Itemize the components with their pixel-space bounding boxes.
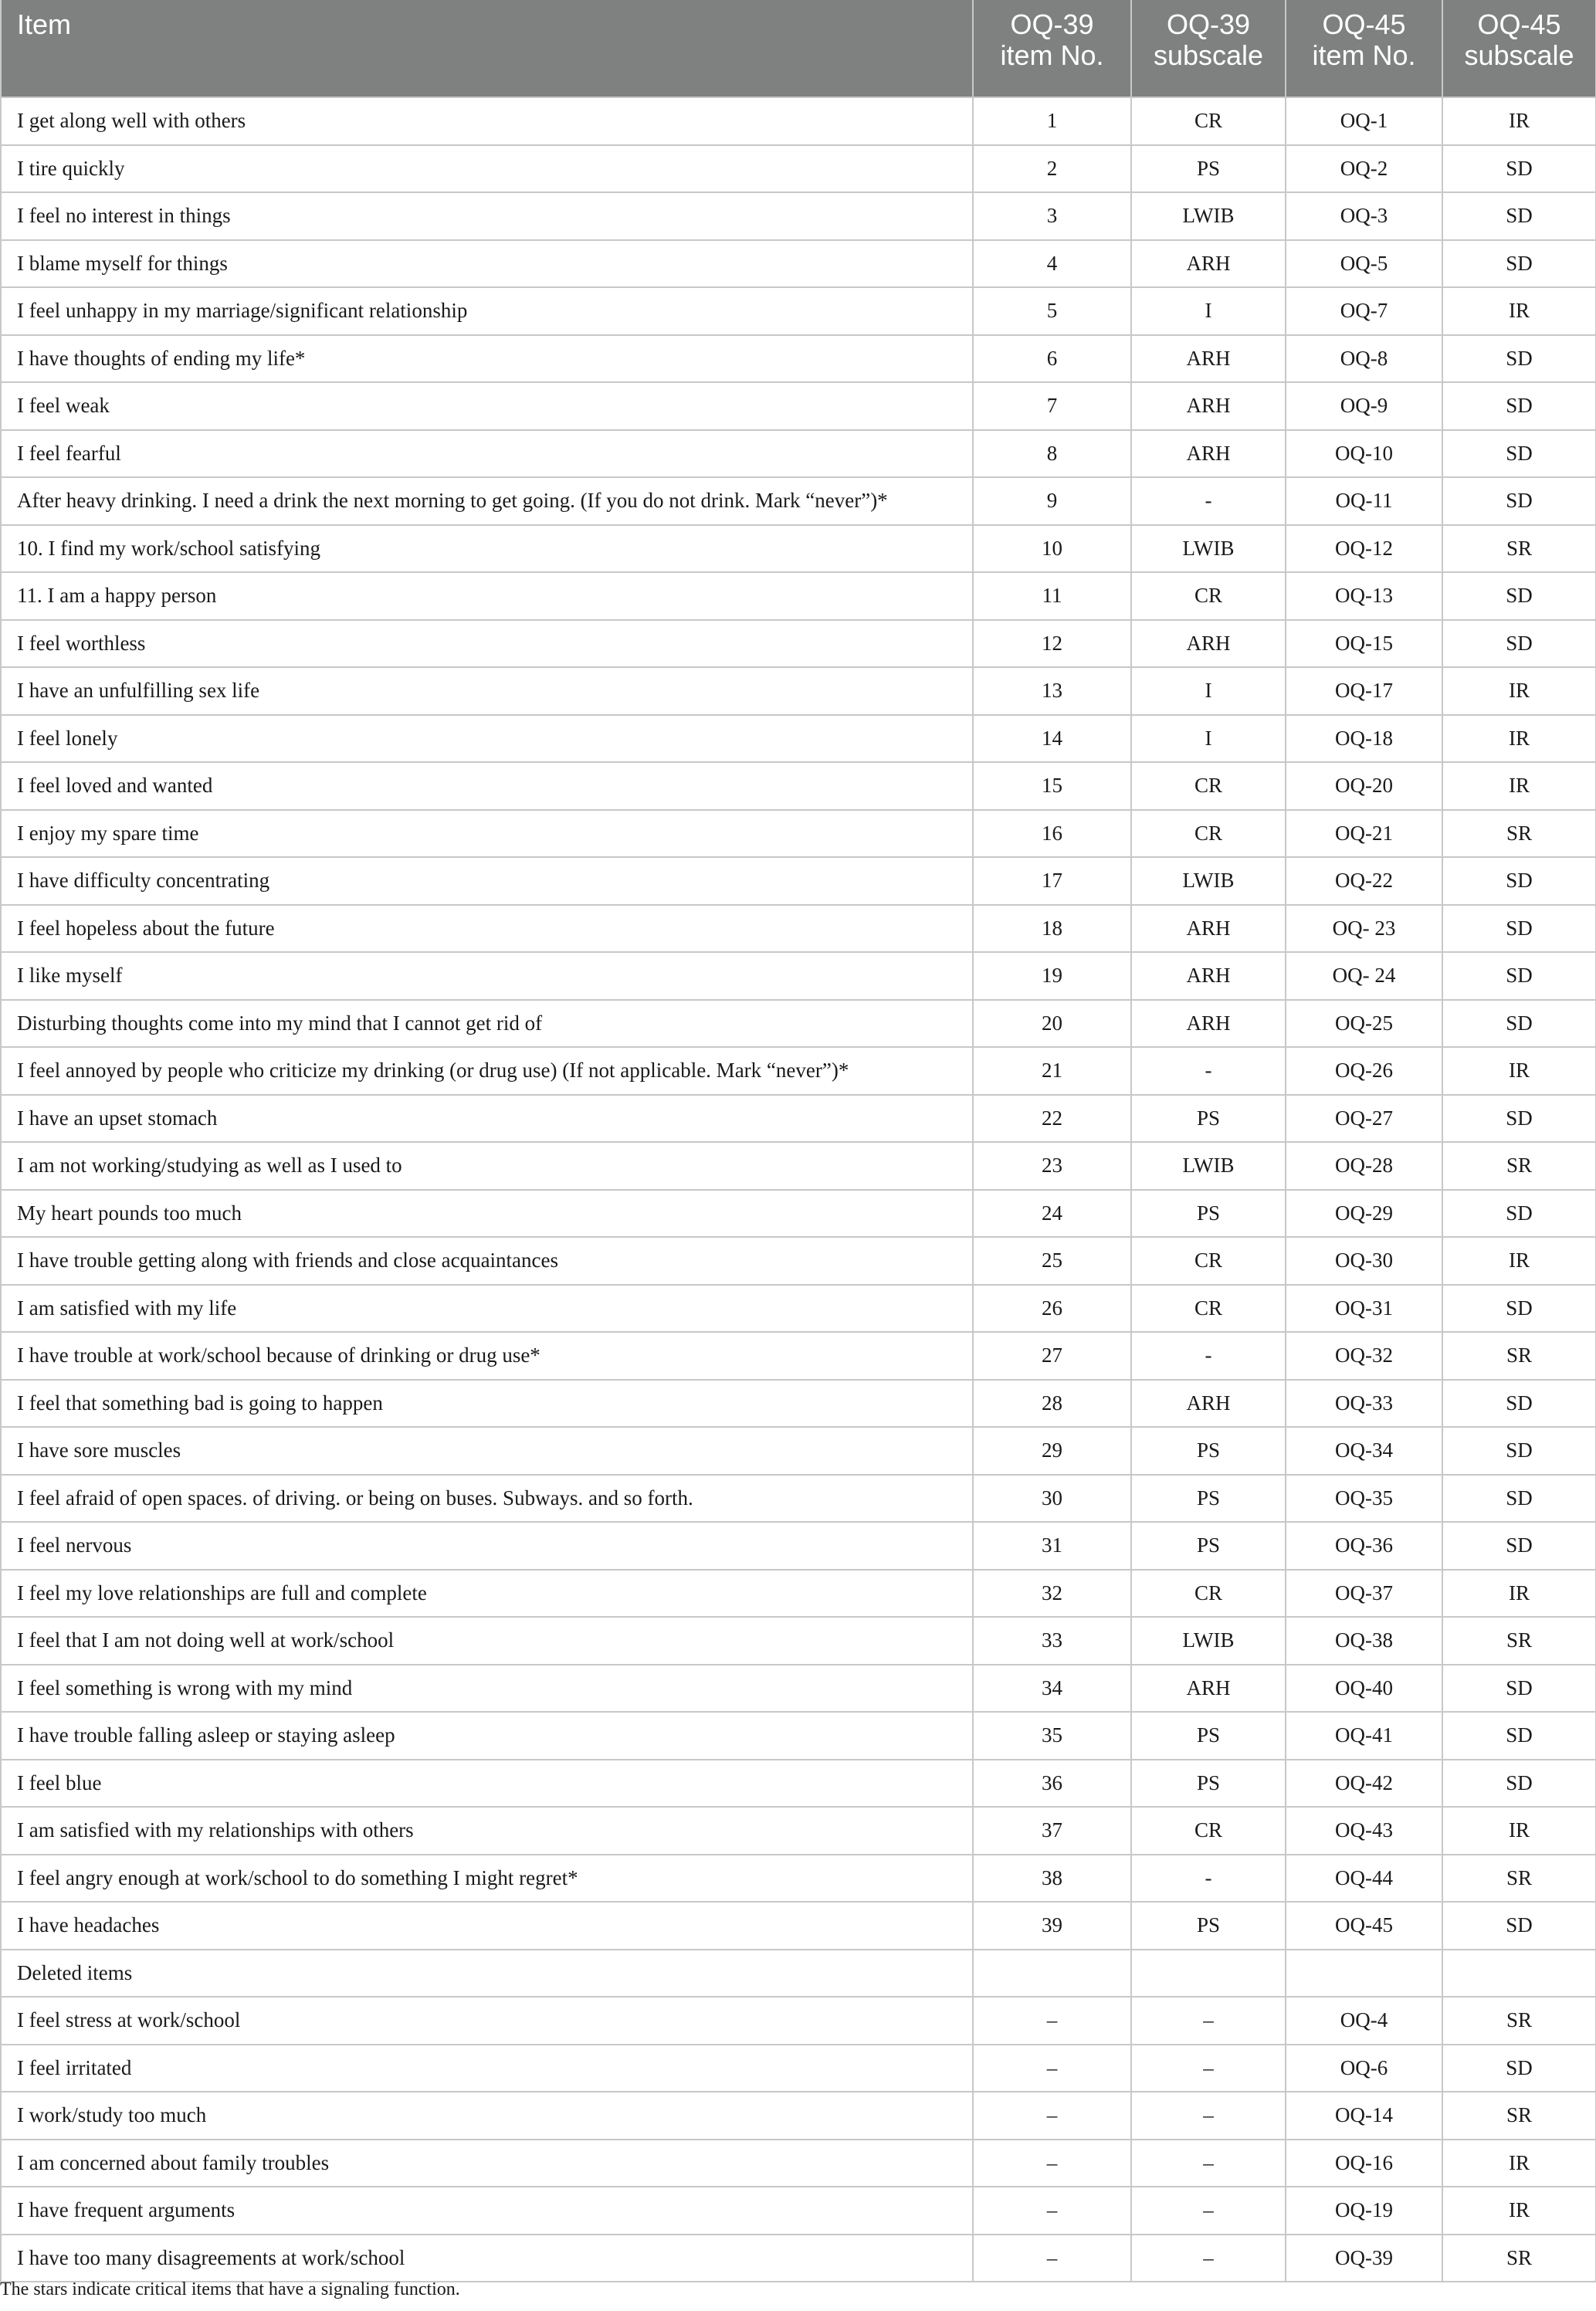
oq39-subscale: ARH: [1131, 1000, 1286, 1048]
item-text: I feel irritated: [1, 2045, 973, 2092]
item-text: I feel that something bad is going to happen: [1, 1380, 973, 1428]
oq39-item-no: 34: [973, 1665, 1131, 1713]
oq45-subscale: SR: [1442, 1855, 1596, 1903]
oq45-item-no: OQ-34: [1286, 1427, 1442, 1475]
item-text: I have sore muscles: [1, 1427, 973, 1475]
oq45-subscale: SD: [1442, 430, 1596, 478]
oq45-subscale: [1442, 1950, 1596, 1998]
oq39-subscale: PS: [1131, 1190, 1286, 1238]
oq45-item-no: OQ-28: [1286, 1142, 1442, 1190]
oq45-item-no: OQ-18: [1286, 715, 1442, 763]
table-row: [1, 667, 1596, 715]
oq45-subscale: SD: [1442, 1522, 1596, 1570]
oq45-item-no: OQ-36: [1286, 1522, 1442, 1570]
table-row: [1, 2140, 1596, 2187]
oq45-item-no: OQ-16: [1286, 2140, 1442, 2187]
oq39-item-no: 26: [973, 1285, 1131, 1333]
oq39-item-no: 2: [973, 145, 1131, 193]
oq39-item-no: 24: [973, 1190, 1131, 1238]
oq39-subscale: PS: [1131, 1760, 1286, 1808]
table-row: [1, 430, 1596, 478]
oq45-item-no: OQ-13: [1286, 572, 1442, 620]
oq39-subscale: ARH: [1131, 905, 1286, 953]
table-row: [1, 1712, 1596, 1760]
oq39-subscale: CR: [1131, 1285, 1286, 1333]
table-row: [1, 905, 1596, 953]
oq45-item-no: OQ-42: [1286, 1760, 1442, 1808]
oq39-subscale: PS: [1131, 1902, 1286, 1950]
oq39-subscale: –: [1131, 2140, 1286, 2187]
oq39-subscale: LWIB: [1131, 192, 1286, 240]
oq45-subscale: SD: [1442, 335, 1596, 383]
item-text: I feel angry enough at work/school to do something I might regret*: [1, 1855, 973, 1903]
oq45-item-no: OQ-17: [1286, 667, 1442, 715]
oq45-subscale: IR: [1442, 2140, 1596, 2187]
oq39-subscale: –: [1131, 1997, 1286, 2045]
oq39-subscale: –: [1131, 2187, 1286, 2235]
oq39-item-no: 23: [973, 1142, 1131, 1190]
oq45-item-no: OQ-19: [1286, 2187, 1442, 2235]
oq45-item-no: OQ-20: [1286, 762, 1442, 810]
oq39-subscale: LWIB: [1131, 1142, 1286, 1190]
item-text: Disturbing thoughts come into my mind that I cannot get rid of: [1, 1000, 973, 1048]
oq45-subscale: SD: [1442, 1475, 1596, 1523]
item-text: I blame myself for things: [1, 240, 973, 288]
oq45-item-no: OQ-40: [1286, 1665, 1442, 1713]
oq39-item-no: 19: [973, 952, 1131, 1000]
table-row: [1, 287, 1596, 335]
oq39-item-no: 6: [973, 335, 1131, 383]
item-text: I have difficulty concentrating: [1, 857, 973, 905]
item-text: I feel afraid of open spaces. of driving. or being on buses. Subways. and so forth.: [1, 1475, 973, 1523]
table-row: [1, 1570, 1596, 1618]
table-row: [1, 1000, 1596, 1048]
oq45-subscale: IR: [1442, 1047, 1596, 1095]
oq45-subscale: SD: [1442, 1285, 1596, 1333]
oq39-item-no: –: [973, 1997, 1131, 2045]
oq39-subscale: –: [1131, 2235, 1286, 2282]
item-text: Deleted items: [1, 1950, 973, 1998]
header-oq39-item-no-line1: OQ-39: [1010, 8, 1094, 40]
item-text: I have trouble getting along with friends and close acquaintances: [1, 1237, 973, 1285]
oq45-subscale: SD: [1442, 240, 1596, 288]
oq45-subscale: SD: [1442, 1380, 1596, 1428]
oq45-subscale: SD: [1442, 857, 1596, 905]
oq45-subscale: SR: [1442, 1332, 1596, 1380]
header-oq39-subscale: [1131, 0, 1286, 97]
oq39-subscale: CR: [1131, 810, 1286, 858]
item-text: I have headaches: [1, 1902, 973, 1950]
oq39-subscale: PS: [1131, 1427, 1286, 1475]
item-text: I get along well with others: [1, 97, 973, 145]
oq39-item-no: 7: [973, 382, 1131, 430]
header-oq39-item-no-line2: item No.: [1000, 39, 1104, 71]
header-oq45-subscale-line2: subscale: [1464, 39, 1574, 71]
item-text: I have an unfulfilling sex life: [1, 667, 973, 715]
header-row: [1, 0, 1596, 97]
item-text: I feel worthless: [1, 620, 973, 668]
oq45-subscale: SD: [1442, 1190, 1596, 1238]
oq45-subscale: SD: [1442, 1427, 1596, 1475]
oq39-item-no: –: [973, 2235, 1131, 2282]
oq45-subscale: SD: [1442, 1760, 1596, 1808]
table-row: [1, 1095, 1596, 1143]
oq45-item-no: OQ- 23: [1286, 905, 1442, 953]
table-row: [1, 2045, 1596, 2092]
oq39-item-no: 17: [973, 857, 1131, 905]
oq45-subscale: IR: [1442, 1807, 1596, 1855]
table-row: [1, 572, 1596, 620]
oq39-subscale: [1131, 1950, 1286, 1998]
oq45-item-no: OQ-31: [1286, 1285, 1442, 1333]
header-item: [1, 0, 973, 97]
table-row: [1, 1617, 1596, 1665]
oq45-subscale: SR: [1442, 1142, 1596, 1190]
table-row: [1, 1665, 1596, 1713]
oq39-item-no: 20: [973, 1000, 1131, 1048]
item-text: I am satisfied with my relationships with others: [1, 1807, 973, 1855]
table-row: [1, 382, 1596, 430]
oq39-subscale: CR: [1131, 1237, 1286, 1285]
oq39-item-no: –: [973, 2045, 1131, 2092]
oq39-item-no: 1: [973, 97, 1131, 145]
oq39-subscale: LWIB: [1131, 525, 1286, 573]
oq45-item-no: OQ-5: [1286, 240, 1442, 288]
header-oq45-item-no-line2: item No.: [1312, 39, 1416, 71]
item-text: I feel my love relationships are full and complete: [1, 1570, 973, 1618]
item-text: I feel weak: [1, 382, 973, 430]
table-row: [1, 1522, 1596, 1570]
item-text: I am satisfied with my life: [1, 1285, 973, 1333]
oq39-item-no: –: [973, 2187, 1131, 2235]
item-text: I have trouble falling asleep or staying asleep: [1, 1712, 973, 1760]
oq39-item-no: 37: [973, 1807, 1131, 1855]
item-text: I feel unhappy in my marriage/significant relationship: [1, 287, 973, 335]
oq45-subscale: IR: [1442, 1237, 1596, 1285]
oq39-item-no: 14: [973, 715, 1131, 763]
item-text: I have thoughts of ending my life*: [1, 335, 973, 383]
oq45-subscale: SD: [1442, 905, 1596, 953]
oq39-item-no: 21: [973, 1047, 1131, 1095]
oq45-item-no: OQ-43: [1286, 1807, 1442, 1855]
oq45-subscale: SD: [1442, 1902, 1596, 1950]
oq39-item-no: 31: [973, 1522, 1131, 1570]
oq39-subscale: –: [1131, 2092, 1286, 2140]
oq45-subscale: SD: [1442, 145, 1596, 193]
oq39-subscale: CR: [1131, 762, 1286, 810]
oq45-item-no: OQ-22: [1286, 857, 1442, 905]
oq45-item-no: OQ-41: [1286, 1712, 1442, 1760]
oq39-item-no: 32: [973, 1570, 1131, 1618]
item-text: I am not working/studying as well as I used to: [1, 1142, 973, 1190]
oq39-subscale: CR: [1131, 97, 1286, 145]
item-text: I have an upset stomach: [1, 1095, 973, 1143]
item-text: My heart pounds too much: [1, 1190, 973, 1238]
oq39-subscale: -: [1131, 1855, 1286, 1903]
table-row: [1, 715, 1596, 763]
oq39-subscale: -: [1131, 1047, 1286, 1095]
header-oq39-subscale-line2: subscale: [1153, 39, 1264, 71]
oq45-item-no: OQ-44: [1286, 1855, 1442, 1903]
oq39-subscale: ARH: [1131, 1665, 1286, 1713]
oq45-item-no: OQ-26: [1286, 1047, 1442, 1095]
oq39-item-no: 13: [973, 667, 1131, 715]
oq45-item-no: OQ-12: [1286, 525, 1442, 573]
header-oq45-subscale-line1: OQ-45: [1477, 8, 1561, 40]
oq45-item-no: OQ-37: [1286, 1570, 1442, 1618]
oq45-item-no: OQ-8: [1286, 335, 1442, 383]
oq39-subscale: –: [1131, 2045, 1286, 2092]
table-row: [1, 1760, 1596, 1808]
item-text: After heavy drinking. I need a drink the next morning to get going. (If you do not drink. Mark “never”)*: [1, 477, 973, 525]
oq39-item-no: 38: [973, 1855, 1131, 1903]
oq45-subscale: SD: [1442, 382, 1596, 430]
table-row: [1, 1807, 1596, 1855]
oq39-item-no: 10: [973, 525, 1131, 573]
table-row: [1, 1332, 1596, 1380]
oq39-subscale: ARH: [1131, 430, 1286, 478]
table-row: [1, 525, 1596, 573]
oq45-subscale: IR: [1442, 762, 1596, 810]
oq45-subscale: IR: [1442, 715, 1596, 763]
oq39-subscale: ARH: [1131, 240, 1286, 288]
table-row: [1, 1950, 1596, 1998]
oq39-subscale: ARH: [1131, 952, 1286, 1000]
oq39-item-no: 36: [973, 1760, 1131, 1808]
oq39-item-no: 12: [973, 620, 1131, 668]
oq39-item-no: 28: [973, 1380, 1131, 1428]
oq39-subscale: LWIB: [1131, 1617, 1286, 1665]
oq45-subscale: SR: [1442, 810, 1596, 858]
oq45-item-no: OQ-39: [1286, 2235, 1442, 2282]
header-oq45-item-no-line1: OQ-45: [1322, 8, 1406, 40]
oq45-item-no: OQ-9: [1286, 382, 1442, 430]
oq45-item-no: OQ-6: [1286, 2045, 1442, 2092]
oq45-item-no: OQ-4: [1286, 1997, 1442, 2045]
oq39-subscale: LWIB: [1131, 857, 1286, 905]
oq45-item-no: OQ-25: [1286, 1000, 1442, 1048]
table-row: [1, 335, 1596, 383]
item-text: I feel blue: [1, 1760, 973, 1808]
oq39-subscale: ARH: [1131, 382, 1286, 430]
oq45-subscale: SD: [1442, 1095, 1596, 1143]
oq39-subscale: CR: [1131, 1807, 1286, 1855]
oq45-subscale: SD: [1442, 1000, 1596, 1048]
oq39-item-no: 29: [973, 1427, 1131, 1475]
oq45-subscale: SR: [1442, 525, 1596, 573]
item-text: I feel hopeless about the future: [1, 905, 973, 953]
oq45-item-no: OQ-33: [1286, 1380, 1442, 1428]
oq39-item-no: 5: [973, 287, 1131, 335]
item-text: I feel stress at work/school: [1, 1997, 973, 2045]
oq39-item-no: 4: [973, 240, 1131, 288]
oq39-item-no: –: [973, 2140, 1131, 2187]
table-header: [1, 0, 1596, 97]
oq45-item-no: OQ-27: [1286, 1095, 1442, 1143]
oq45-item-no: OQ-7: [1286, 287, 1442, 335]
oq45-subscale: SR: [1442, 1617, 1596, 1665]
oq39-item-no: 11: [973, 572, 1131, 620]
table-row: [1, 1855, 1596, 1903]
oq45-item-no: OQ-38: [1286, 1617, 1442, 1665]
table-row: [1, 1997, 1596, 2045]
item-text: I feel nervous: [1, 1522, 973, 1570]
oq39-item-no: 27: [973, 1332, 1131, 1380]
oq39-item-no: 3: [973, 192, 1131, 240]
table-row: [1, 2092, 1596, 2140]
item-text: I have frequent arguments: [1, 2187, 973, 2235]
table-row: [1, 1380, 1596, 1428]
oq39-subscale: ARH: [1131, 620, 1286, 668]
oq45-item-no: OQ-32: [1286, 1332, 1442, 1380]
oq45-item-no: OQ-35: [1286, 1475, 1442, 1523]
oq45-subscale: SD: [1442, 572, 1596, 620]
oq45-subscale: IR: [1442, 1570, 1596, 1618]
oq39-subscale: I: [1131, 287, 1286, 335]
table-row: [1, 810, 1596, 858]
oq39-item-no: 22: [973, 1095, 1131, 1143]
table-row: [1, 1427, 1596, 1475]
oq45-subscale: SD: [1442, 1712, 1596, 1760]
oq45-subscale: IR: [1442, 287, 1596, 335]
oq45-subscale: SR: [1442, 2235, 1596, 2282]
header-oq45-subscale: [1442, 0, 1596, 97]
oq45-subscale: IR: [1442, 97, 1596, 145]
oq39-item-no: 39: [973, 1902, 1131, 1950]
oq39-subscale: ARH: [1131, 335, 1286, 383]
table-row: [1, 2235, 1596, 2282]
oq39-subscale: I: [1131, 667, 1286, 715]
oq45-item-no: OQ-29: [1286, 1190, 1442, 1238]
oq39-subscale: CR: [1131, 1570, 1286, 1618]
item-text: I tire quickly: [1, 145, 973, 193]
oq39-item-no: 8: [973, 430, 1131, 478]
oq39-subscale: -: [1131, 477, 1286, 525]
item-text: I work/study too much: [1, 2092, 973, 2140]
oq45-item-no: OQ-10: [1286, 430, 1442, 478]
oq45-item-no: [1286, 1950, 1442, 1998]
table-row: [1, 1475, 1596, 1523]
oq39-item-no: 35: [973, 1712, 1131, 1760]
item-text: I feel annoyed by people who criticize my drinking (or drug use) (If not applicable. Mark “never”)*: [1, 1047, 973, 1095]
table-row: [1, 97, 1596, 145]
table-body: [1, 97, 1596, 2282]
oq45-subscale: SD: [1442, 620, 1596, 668]
oq39-subscale: PS: [1131, 1712, 1286, 1760]
item-text: I feel something is wrong with my mind: [1, 1665, 973, 1713]
oq39-subscale: ARH: [1131, 1380, 1286, 1428]
oq45-subscale: SD: [1442, 477, 1596, 525]
oq45-subscale: IR: [1442, 2187, 1596, 2235]
table-row: [1, 1237, 1596, 1285]
oq45-item-no: OQ-1: [1286, 97, 1442, 145]
item-text: I feel no interest in things: [1, 192, 973, 240]
oq39-item-no: 25: [973, 1237, 1131, 1285]
oq39-item-no: 16: [973, 810, 1131, 858]
oq45-subscale: SD: [1442, 2045, 1596, 2092]
item-text: I am concerned about family troubles: [1, 2140, 973, 2187]
table-row: [1, 1142, 1596, 1190]
oq45-item-no: OQ-21: [1286, 810, 1442, 858]
item-text: 10. I find my work/school satisfying: [1, 525, 973, 573]
oq45-item-no: OQ-14: [1286, 2092, 1442, 2140]
table-row: [1, 1047, 1596, 1095]
header-oq39-item-no: [973, 0, 1131, 97]
oq39-item-no: 18: [973, 905, 1131, 953]
header-item-label: Item: [17, 8, 72, 40]
oq39-subscale: PS: [1131, 1475, 1286, 1523]
item-text: I feel loved and wanted: [1, 762, 973, 810]
item-text: I like myself: [1, 952, 973, 1000]
oq39-item-no: 33: [973, 1617, 1131, 1665]
oq45-item-no: OQ-30: [1286, 1237, 1442, 1285]
oq45-subscale: SD: [1442, 952, 1596, 1000]
oq39-subscale: PS: [1131, 1095, 1286, 1143]
oq45-item-no: OQ-2: [1286, 145, 1442, 193]
oq45-subscale: SR: [1442, 1997, 1596, 2045]
oq39-subscale: CR: [1131, 572, 1286, 620]
item-text: I have too many disagreements at work/school: [1, 2235, 973, 2282]
item-text: I enjoy my spare time: [1, 810, 973, 858]
item-text: I have trouble at work/school because of drinking or drug use*: [1, 1332, 973, 1380]
table-row: [1, 857, 1596, 905]
table-row: [1, 762, 1596, 810]
oq45-item-no: OQ-45: [1286, 1902, 1442, 1950]
table-row: [1, 620, 1596, 668]
oq39-subscale: -: [1131, 1332, 1286, 1380]
oq45-subscale: SD: [1442, 192, 1596, 240]
oq39-subscale: PS: [1131, 1522, 1286, 1570]
item-text: 11. I am a happy person: [1, 572, 973, 620]
table-row: [1, 240, 1596, 288]
oq39-item-no: 15: [973, 762, 1131, 810]
oq45-subscale: SD: [1442, 1665, 1596, 1713]
table-row: [1, 145, 1596, 193]
item-text: I feel that I am not doing well at work/school: [1, 1617, 973, 1665]
oq45-item-no: OQ-11: [1286, 477, 1442, 525]
header-oq39-subscale-line1: OQ-39: [1166, 8, 1251, 40]
oq45-item-no: OQ- 24: [1286, 952, 1442, 1000]
item-text: I feel lonely: [1, 715, 973, 763]
header-oq45-item-no: [1286, 0, 1442, 97]
table-row: [1, 952, 1596, 1000]
oq39-item-no: [973, 1950, 1131, 1998]
table-footnote: The stars indicate critical items that have a signaling function.: [0, 2279, 460, 2299]
table-row: [1, 2187, 1596, 2235]
table-row: [1, 477, 1596, 525]
item-text: I feel fearful: [1, 430, 973, 478]
oq45-item-no: OQ-15: [1286, 620, 1442, 668]
oq39-subscale: PS: [1131, 145, 1286, 193]
oq45-subscale: SR: [1442, 2092, 1596, 2140]
oq45-subscale: IR: [1442, 667, 1596, 715]
table-row: [1, 1190, 1596, 1238]
oq45-item-no: OQ-3: [1286, 192, 1442, 240]
oq39-item-no: 30: [973, 1475, 1131, 1523]
oq39-subscale: I: [1131, 715, 1286, 763]
table-row: [1, 1902, 1596, 1950]
table-row: [1, 192, 1596, 240]
oq39-item-no: 9: [973, 477, 1131, 525]
table-row: [1, 1285, 1596, 1333]
oq39-item-no: –: [973, 2092, 1131, 2140]
